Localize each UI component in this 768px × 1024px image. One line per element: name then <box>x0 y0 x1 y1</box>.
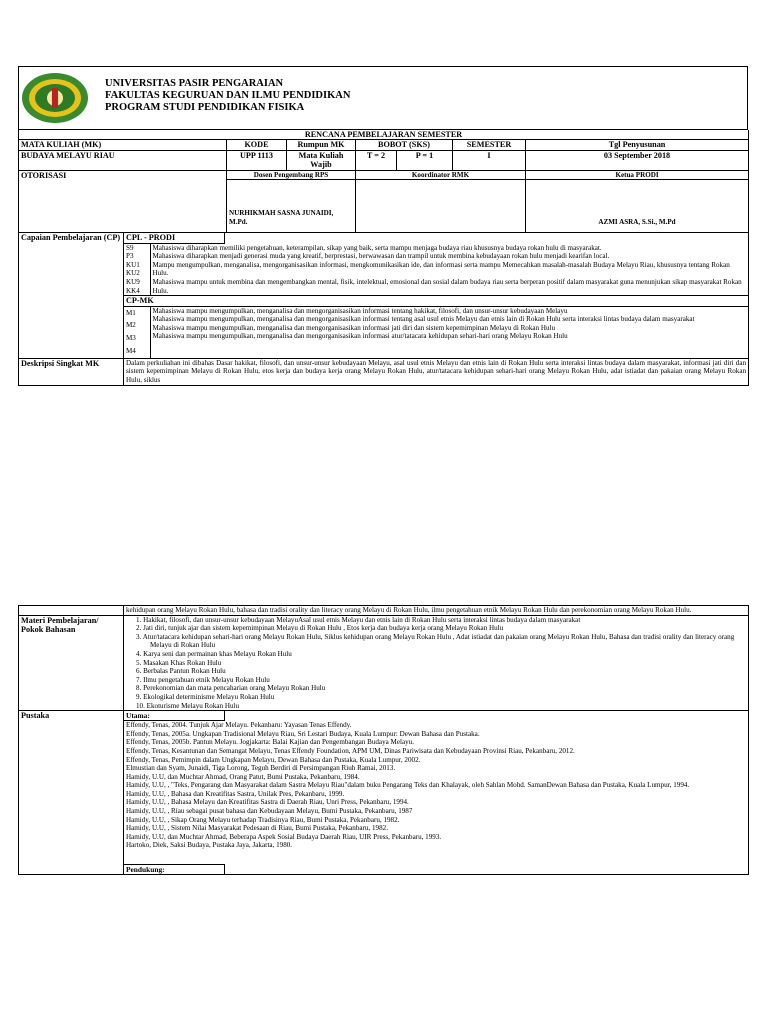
pustaka-label: Pustaka <box>19 711 124 875</box>
university-name: UNIVERSITAS PASIR PENGARAIAN <box>105 78 284 89</box>
university-logo-icon <box>21 72 89 124</box>
cpmk-item: Mahasiswa mampu mengumpulkan, menganalisa dan mengorganisasikan informasi atur/tatacara kehidupan sehari-hari orang Melayu Rokan Hulu <box>152 332 568 341</box>
bobot-t-value: T = 2 <box>356 150 397 170</box>
header-table <box>18 66 748 130</box>
koordinator-name <box>356 180 526 233</box>
koordinator-label: Koordinator RMK <box>356 170 526 180</box>
rumpun-value: Mata Kuliah Wajib <box>287 150 356 170</box>
materi-item: 5. Masakan Khas Rokan Hulu <box>136 658 222 667</box>
cpmk-codes: M1 M2 M3 M4 <box>124 307 150 358</box>
pustaka-cell <box>124 711 749 875</box>
mk-header: MATA KULIAH (MK) <box>19 140 227 150</box>
rps-table-continued <box>18 605 749 875</box>
cpmk-item: Mahasiswa mampu mengumpulkan, menganalisa dan mengorganisasikan informasi tentang hakikat, filosofi, dan unsur-unsur kebudayaan Melayu <box>152 306 568 315</box>
reference-list <box>124 721 748 864</box>
reference-item: Effendy, Tenas, 2004. Tunjuk Ajar Melayu. Pekanbaru: Yayasan Tenas Effendy. <box>126 721 352 730</box>
kode-value: UPP 1113 <box>227 150 287 170</box>
materi-item: 1. Hakikat, filosofi, dan unsur-unsur kebudayaan MelayuAsal usul etnis Melayu dan etnis lain di Rokan Hulu serta interaksi lintas budaya dalam masyarakat <box>136 615 581 624</box>
ketua-name: AZMI ASRA, S.Si., M.Pd <box>526 180 749 233</box>
program-name: PROGRAM STUDI PENDIDIKAN FISIKA <box>105 102 305 113</box>
cpmk-list <box>124 307 748 358</box>
pendukung-label: Pendukung: <box>124 864 225 874</box>
materi-item: 4. Karya seni dan permainan khas Melayu Rokan Hulu <box>136 649 292 658</box>
reference-item: Hamidy, U.U, , Sistem Nilai Masyarakat Pedesaan di Riau, Bumi Pustaka, Pekanbaru, 1982. <box>126 824 388 833</box>
continued-label <box>19 606 124 616</box>
cpl-list <box>124 244 748 296</box>
tgl-header: Tgl Penyusunan <box>526 140 749 150</box>
materi-item: 2. Jati diri, tunjuk ajar dan sistem kepemimpinan Melayu di Rokan Hulu , Etos kerja dan budaya kerja orang Melayu Rokan Hulu <box>136 624 504 633</box>
cpmk-items <box>150 307 748 358</box>
cpmk-item: Mahasiswa mampu mengumpulkan, menganalisa dan mengorganisasikan informasi jati diri dan sistem kepemimpinan Melayu di Rokan Hulu <box>152 323 556 332</box>
cpl-item: Mahasiswa diharapkan memiliki pengetahuan, keterampilan, sikap yang baik, serta mampu menjaga budaya riau khususnya budaya rokan hulu di masyarakat. <box>152 243 602 252</box>
materi-item: 9. Ekologikal determinisme Melayu Rokan Hulu <box>136 692 275 701</box>
deskripsi-label: Deskripsi Singkat MK <box>19 358 124 385</box>
cpl-item: Mahasiswa mampu untuk membina dan mengembangkan mental, fisik, intelektual, emosional dan sosial dalam budaya riau serta berperan positif dalam masyarakat guna menunjukan sikap masyarakat Rokan Hulu. <box>152 278 742 295</box>
page-2 <box>18 605 748 875</box>
cpl-label: CPL - PRODI <box>124 233 225 243</box>
materi-item: 8. Perekonomian dan mata pencaharian orang Melayu Rokan Hulu <box>136 684 326 693</box>
reference-item: Hartoko, Diek, Saksi Budaya, Pustaka Jaya, Jakarta, 1980. <box>126 841 293 850</box>
materi-list <box>132 616 746 711</box>
reference-item: Effendy, Tenas, 2005a. Ungkapan Tradisional Melayu Riau, Sri Lestari Budaya, Kuala Lumpur: Dewan Bahasa dan Pustaka. <box>126 729 480 738</box>
materi-cell <box>124 615 749 711</box>
reference-item: Effendy, Tenas, 2005b. Pantun Melayu. Jogjakarta: Balai Kajian dan Pengembangan Budaya Melayu. <box>126 738 414 747</box>
otorisasi-label: OTORISASI <box>19 170 227 233</box>
mk-value: BUDAYA MELAYU RIAU <box>19 150 227 170</box>
dosen-label: Dosen Pengembang RPS <box>227 170 356 180</box>
reference-item: Hamidy, U.U, dan Muchtar Ahmad, Beberapa Aspek Sosial Budaya Daerah Riau, UIR Press, Pekanbaru, 1993. <box>126 832 442 841</box>
cpmk-label: CP-MK <box>124 296 748 306</box>
reference-item: Effendy, Tenas, Kesantunan dan Semangat Melayu, Tenas Effendy Foundation, APM UM, Dinas Pariwisata dan Kebudayaan Provinsi Riau, Pekanbaru, 2012. <box>126 746 575 755</box>
materi-item: 10. Ekoturisme Melayu Rokan Hulu <box>136 701 240 710</box>
dosen-name: NURHIKMAH SASNA JUNAIDI, M.Pd. <box>227 180 356 233</box>
materi-item: 7. Ilmu pengetahuan etnik Melayu Rokan Hulu <box>136 675 270 684</box>
cpmk-item: Mahasiswa mampu mengumpulkan, menganalisa dan mengorganisasikan informasi tentang asal usul etnis Melayu dan etnis lain di Rokan Hulu serta interaksi lintas budaya dalam masyarakat <box>152 315 695 324</box>
faculty-name: FAKULTAS KEGURUAN DAN ILMU PENDIDIKAN <box>105 90 351 101</box>
cpl-items <box>150 244 748 296</box>
ketua-label: Ketua PRODI <box>526 170 749 180</box>
reference-item: Elmustian dan Syam, Junaidi, Tiga Lorong, Teguh Berdiri di Persimpangan Riuh Ramai, 2013. <box>126 764 396 773</box>
materi-label: Materi Pembelajaran/ Pokok Bahasan <box>19 615 124 711</box>
tgl-value: 03 September 2018 <box>526 150 749 170</box>
cpmk-cell <box>124 296 749 359</box>
materi-item: 6. Berbalas Pantun Rokan Hulu <box>136 667 226 676</box>
deskripsi-text: Dalam perkuliahan ini dibahas Dasar hakikat, filosofi, dan unsur-unsur kebudayaan Melayu, asal usul etnis Melayu dan etnis lain di Rokan Hulu serta interaksi lintas budaya dalam masyarakat, informasi jati diri dan sistem kepemimpinan Melayu di Rokan Hulu, etos kerja dan budaya kerja orang Melayu Rokan Hulu, atur/tatacara kehidupan sehari-hari orang Melayu Rokan Hulu, adat istiadat dan pakaian orang Melayu Rokan Hulu, siklus <box>124 358 749 385</box>
reference-item: Hamidy, U.U, , Sikap Orang Melayu terhadap Tradisinya Riau, Bumi Pustaka, Pekanbaru, 1982. <box>126 815 400 824</box>
semester-value: I <box>453 150 526 170</box>
page-1 <box>18 66 748 386</box>
reference-item: Hamidy, U.U, , Riau sebagai pusat bahasa dan Kebudayaan Melayu, Bumi Pustaka, Pekanbaru, 1987 <box>126 807 413 816</box>
semester-header: SEMESTER <box>453 140 526 150</box>
capaian-label: Capaian Pembelajaran (CP) <box>19 233 124 359</box>
cpl-item: Mahasiswa diharapkan menjadi generasi muda yang kreatif, berprestasi, berwawasan dan trampil untuk membina kebudayaan rokan hulu menjadi kearifan local. <box>152 252 610 261</box>
deskripsi-continued: kehidupan orang Melayu Rokan Hulu, bahasa dan tradisi orality dan literacy orang Melayu di Rokan Hulu, ilmu pengetahuan etnik Melayu Rokan Hulu dan perekonomian orang Melayu Rokan Hulu. <box>124 606 749 616</box>
reference-item: Hamidy, U.U, , Bahasa dan Kreatifitas Sastra, Unilak Pres, Pekanbaru, 1999. <box>126 789 345 798</box>
kode-header: KODE <box>227 140 287 150</box>
header-cell <box>19 67 748 130</box>
cpl-item: Mampu mengumpulkan, menganalisa, mengorganisasikan informasi, mengkomunikasikan ide, dan informasi serta mampu Memecahkan masalah-masalah Budaya Melayu Riau, khususnya tentang Rokan Hulu. <box>152 260 730 278</box>
bobot-p-value: P = 1 <box>397 150 453 170</box>
materi-item: 3. Atur/tatacara kehidupan sehari-hari orang Melayu Rokan Hulu, Siklus kehidupan orang Melayu Rokan Hulu , Adat istiadat dan pakaian orang Melayu Rokan Hulu, Bahasa dan tradisi orality dan literacy orang Melayu di Rokan Hulu <box>136 632 735 650</box>
rumpun-header: Rumpun MK <box>287 140 356 150</box>
reference-item: Hamidy, U.U, , Bahasa Melayu dan Kreatifitas Sastra di Daerah Riau, Unri Press, Pekanbaru, 1994. <box>126 798 409 807</box>
reference-item: Effendy, Tenas, Pemimpin dalam Ungkapan Melayu, Dewan Bahasa dan Pustaka, Kuala Lumpur, 2002. <box>126 755 421 764</box>
reference-item: Hamidy, U.U, , "Teks, Pengarang dan Masyarakat dalam Sastra Melayu Riau"dalam buku Pengarang Teks dan Khalayak, oleh Sahlan Mohd. SamanDewan Bahasa dan Pustaka, Kuala Lumpur, 1994. <box>126 781 690 790</box>
reference-item: Hamidy, U.U, dan Muchtar Ahmad, Orang Patut, Bumi Pustaka, Pekanbaru, 1984. <box>126 772 360 781</box>
bobot-header: BOBOT (SKS) <box>356 140 453 150</box>
rps-title: RENCANA PEMBELAJARAN SEMESTER <box>19 130 749 140</box>
utama-label: Utama: <box>124 711 225 721</box>
cpl-codes: S9 P3 KU1 KU2 KU9 KK4 <box>124 244 150 296</box>
cpl-cell <box>124 233 749 296</box>
rps-table <box>18 130 749 386</box>
